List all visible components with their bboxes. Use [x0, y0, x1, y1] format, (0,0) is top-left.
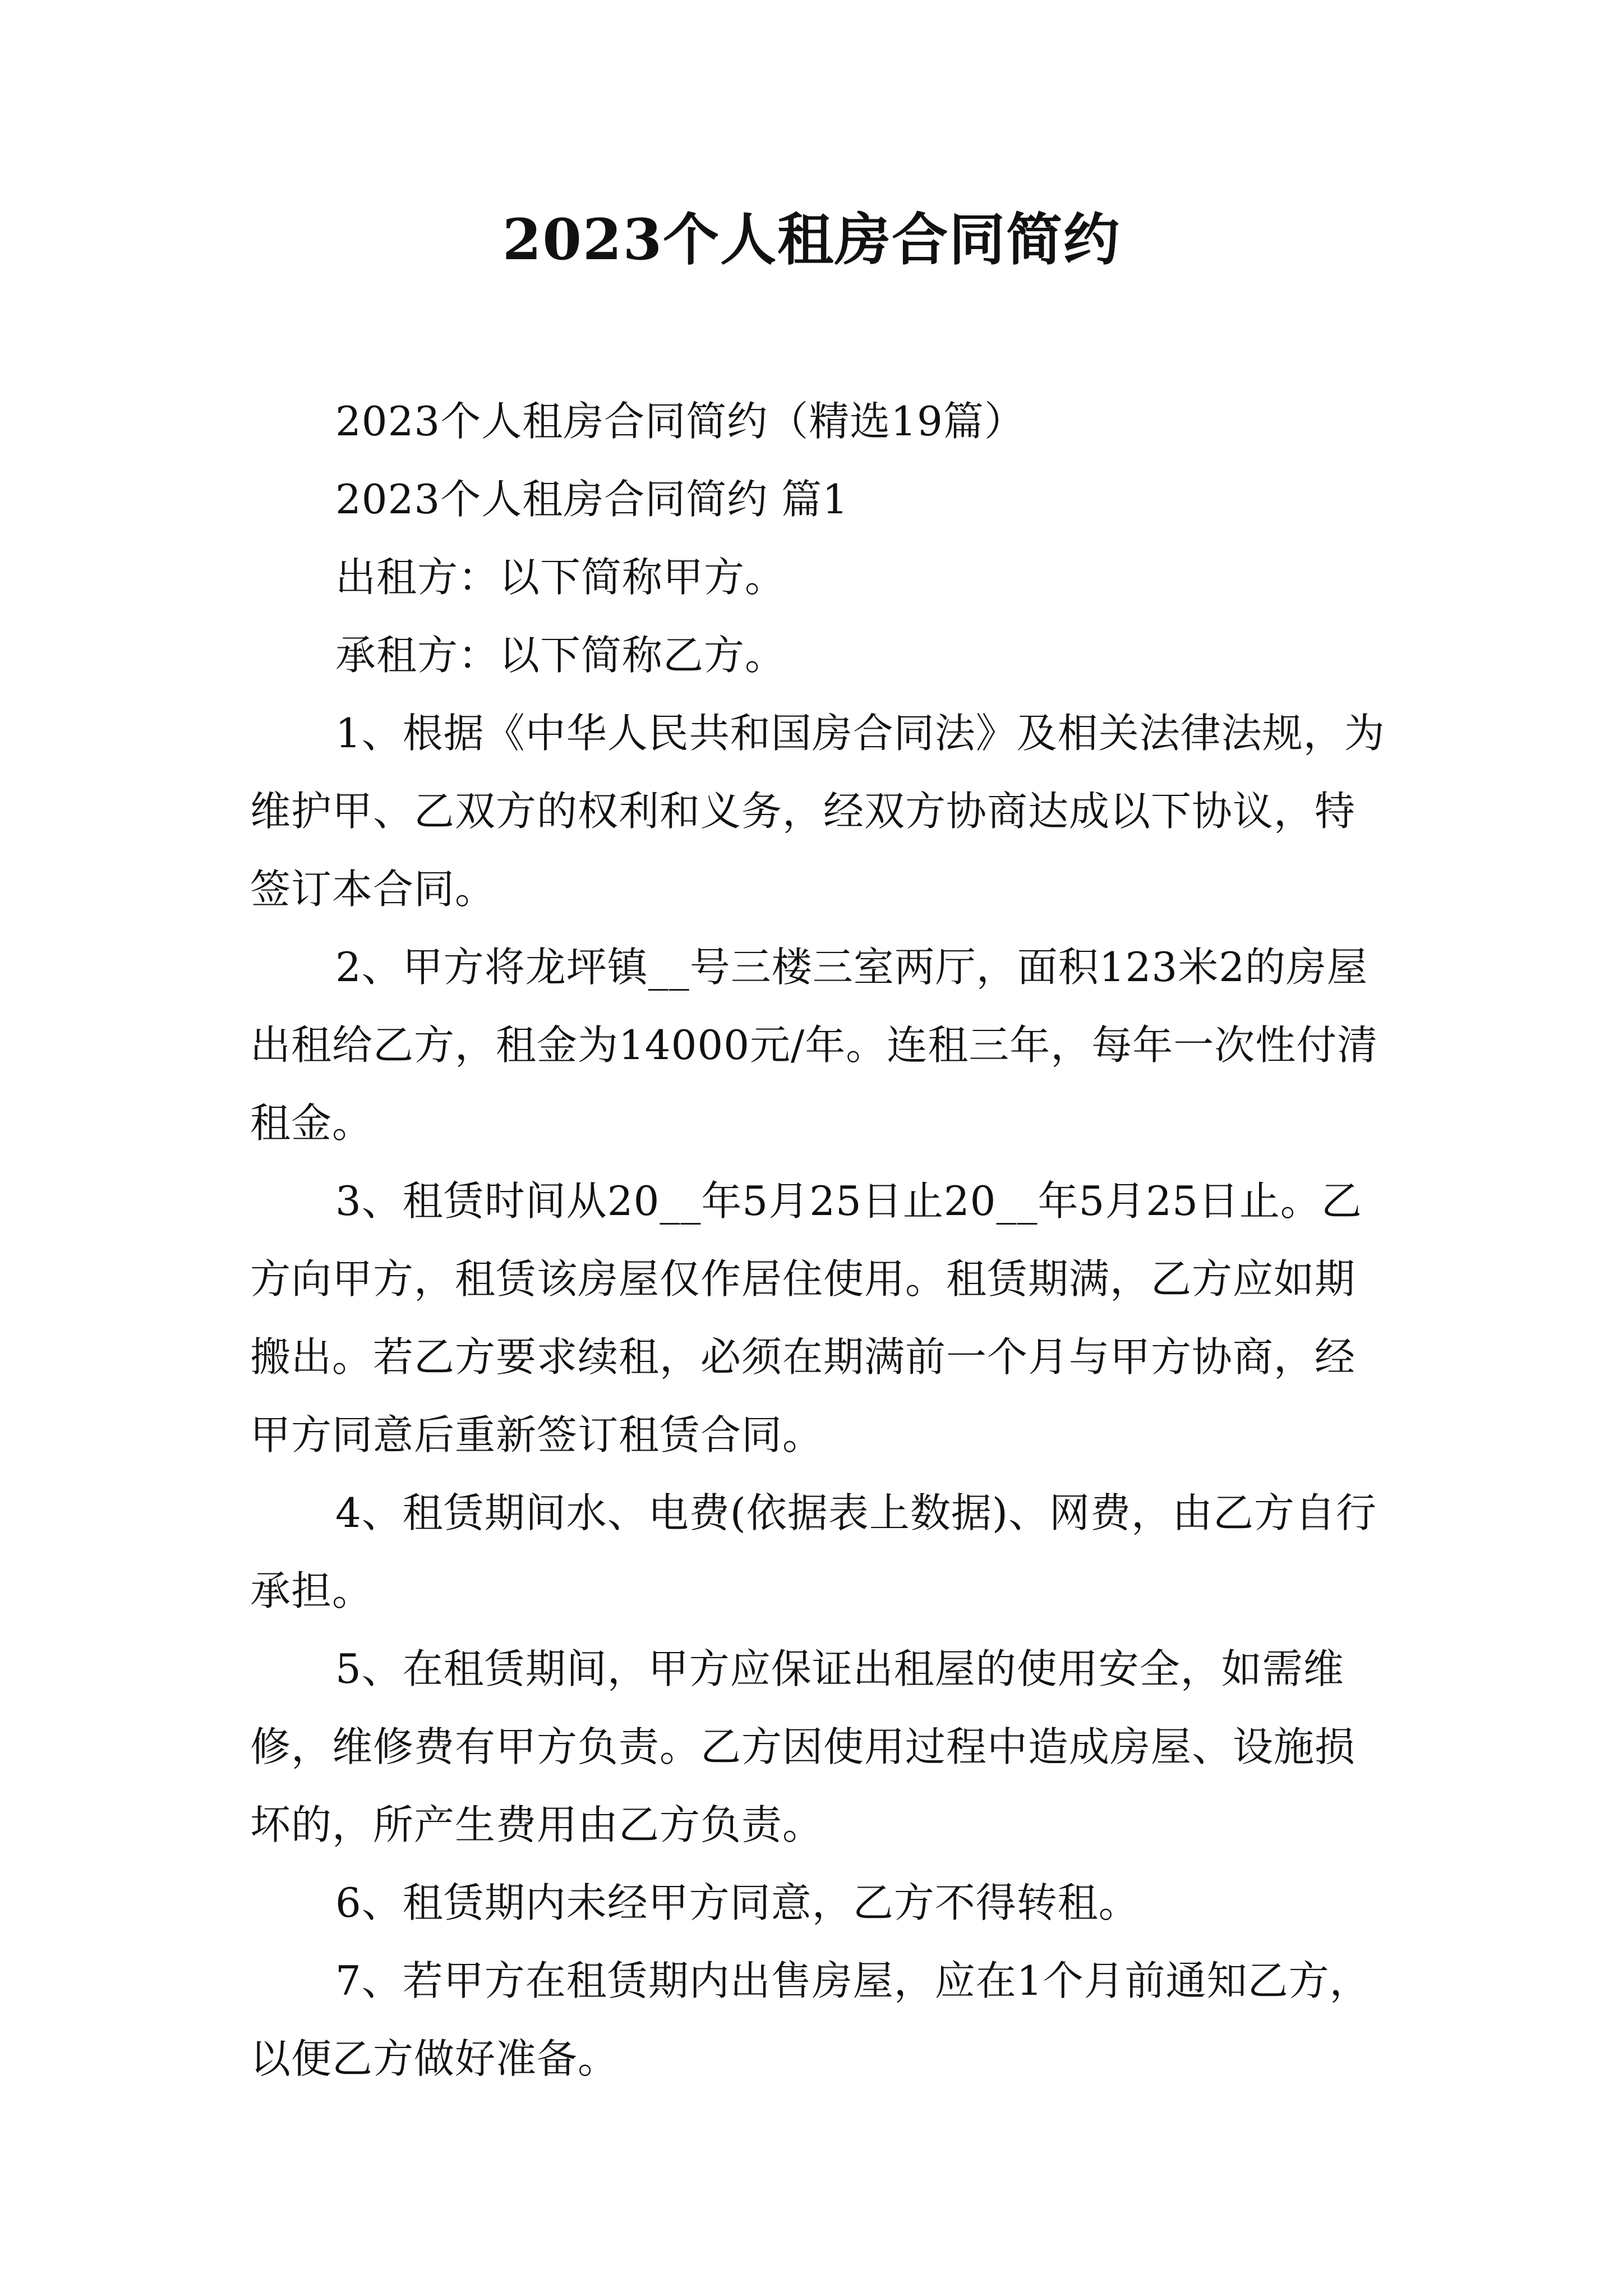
clause-2: 2、甲方将龙坪镇__号三楼三室两厅，面积123米2的房屋出租给乙方，租金为14000元/年。连租三年，每年一次性付清租金。	[250, 944, 1378, 1147]
clause-6: 6、租赁期内未经甲方同意，乙方不得转租。	[335, 1879, 1140, 1926]
paragraph-subtitle: 2023个人租房合同简约（精选19篇）	[335, 398, 1025, 445]
clause-1: 1、根据《中华人民共和国房合同法》及相关法律法规，为维护甲、乙双方的权利和义务，经双方协商达成以下协议，特签订本合同。	[250, 710, 1385, 913]
clause-3: 3、租赁时间从20__年5月25日止20__年5月25日止。乙方向甲方，租赁该房屋仅作居住使用。租赁期满，乙方应如期搬出。若乙方要求续租，必须在期满前一个月与甲方协商，经甲方同意后重新签订租赁合同。	[250, 1177, 1362, 1458]
document-body	[250, 383, 1394, 2098]
clause-7: 7、若甲方在租赁期内出售房屋，应在1个月前通知乙方，以便乙方做好准备。	[250, 1957, 1371, 2082]
paragraph-lessee: 承租方：以下简称乙方。	[335, 632, 786, 679]
document-title: 2023个人租房合同简约	[502, 206, 1121, 273]
clause-5: 5、在租赁期间，甲方应保证出租屋的使用安全，如需维修，维修费有甲方负责。乙方因使用过程中造成房屋、设施损坏的，所产生费用由乙方负责。	[250, 1645, 1356, 1848]
paragraph-section-heading: 2023个人租房合同简约 篇1	[335, 476, 849, 523]
clause-4: 4、租赁期间水、电费(依据表上数据)、网费，由乙方自行承担。	[250, 1489, 1377, 1614]
paragraph-lessor: 出租方：以下简称甲方。	[335, 554, 786, 601]
